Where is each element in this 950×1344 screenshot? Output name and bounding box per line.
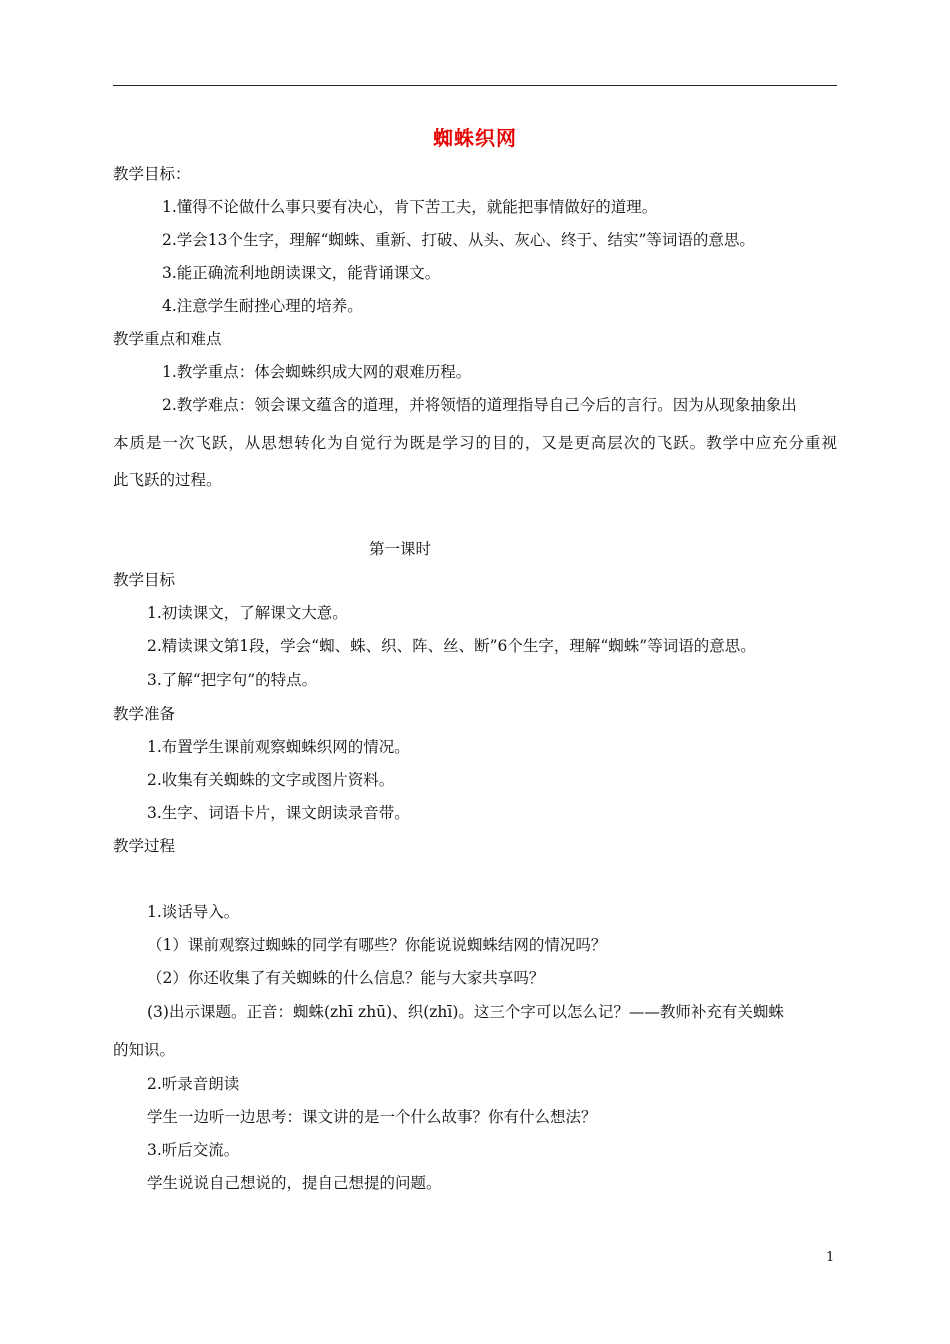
lesson-goal-1: 1.初读课文，了解课文大意。 — [147, 604, 348, 622]
prep-1: 1.布置学生课前观察蜘蛛织网的情况。 — [147, 738, 410, 756]
prep-2: 2.收集有关蜘蛛的文字或图片资料。 — [147, 771, 395, 789]
step-2-a: 学生一边听一边思考：课文讲的是一个什么故事？你有什么想法？ — [147, 1108, 597, 1126]
heading-lesson-goals: 教学目标 — [113, 571, 176, 589]
key-point-2-continued: 本质是一次飞跃，从思想转化为自觉行为既是学习的目的，又是更高层次的飞跃。教学中应充分重视 — [113, 434, 837, 452]
lesson-heading: 第一课时 — [368, 540, 431, 558]
heading-preparation: 教学准备 — [113, 705, 176, 723]
key-point-2: 2.教学难点：领会课文蕴含的道理，并将领悟的道理指导自己今后的言行。因为从现象抽象出 — [162, 396, 797, 414]
goal-1: 1.懂得不论做什么事只要有决心，肯下苦工夫，就能把事情做好的道理。 — [162, 198, 658, 216]
heading-key-points: 教学重点和难点 — [113, 330, 222, 348]
goal-2: 2.学会13个生字，理解“蜘蛛、重新、打破、从头、灰心、终于、结实”等词语的意思。 — [162, 231, 755, 249]
lesson-goal-2: 2.精读课文第1段，学会“蜘、蛛、织、阵、丝、断”6个生字，理解“蜘蛛”等词语的意思。 — [147, 637, 756, 655]
key-point-1: 1.教学重点：体会蜘蛛织成大网的艰难历程。 — [162, 363, 472, 381]
heading-process: 教学过程 — [113, 837, 176, 855]
step-2: 2.听录音朗读 — [147, 1075, 240, 1093]
header-rule — [113, 85, 837, 86]
step-1-c: (3)出示课题。正音：蜘蛛(zhī zhū)、织(zhī)。这三个字可以怎么记？——教师补充有关蜘蛛 — [147, 1003, 784, 1021]
key-point-2-end: 此飞跃的过程。 — [113, 471, 222, 489]
step-1: 1.谈话导入。 — [147, 903, 240, 921]
goal-3: 3.能正确流利地朗读课文，能背诵课文。 — [162, 264, 441, 282]
step-3: 3.听后交流。 — [147, 1141, 240, 1159]
heading-teaching-goals: 教学目标： — [113, 165, 191, 183]
prep-3: 3.生字、词语卡片，课文朗读录音带。 — [147, 804, 410, 822]
lesson-goal-3: 3.了解“把字句”的特点。 — [147, 671, 318, 689]
step-1-a: （1）课前观察过蜘蛛的同学有哪些？你能说说蜘蛛结网的情况吗？ — [147, 936, 607, 954]
step-1-b: （2）你还收集了有关蜘蛛的什么信息？能与大家共享吗？ — [147, 969, 545, 987]
page-number: 1 — [826, 1250, 835, 1265]
document-title: 蜘蛛织网 — [433, 126, 517, 150]
step-1-c-end: 的知识。 — [113, 1041, 176, 1059]
goal-4: 4.注意学生耐挫心理的培养。 — [162, 297, 363, 315]
step-3-a: 学生说说自己想说的，提自己想提的问题。 — [147, 1174, 442, 1192]
